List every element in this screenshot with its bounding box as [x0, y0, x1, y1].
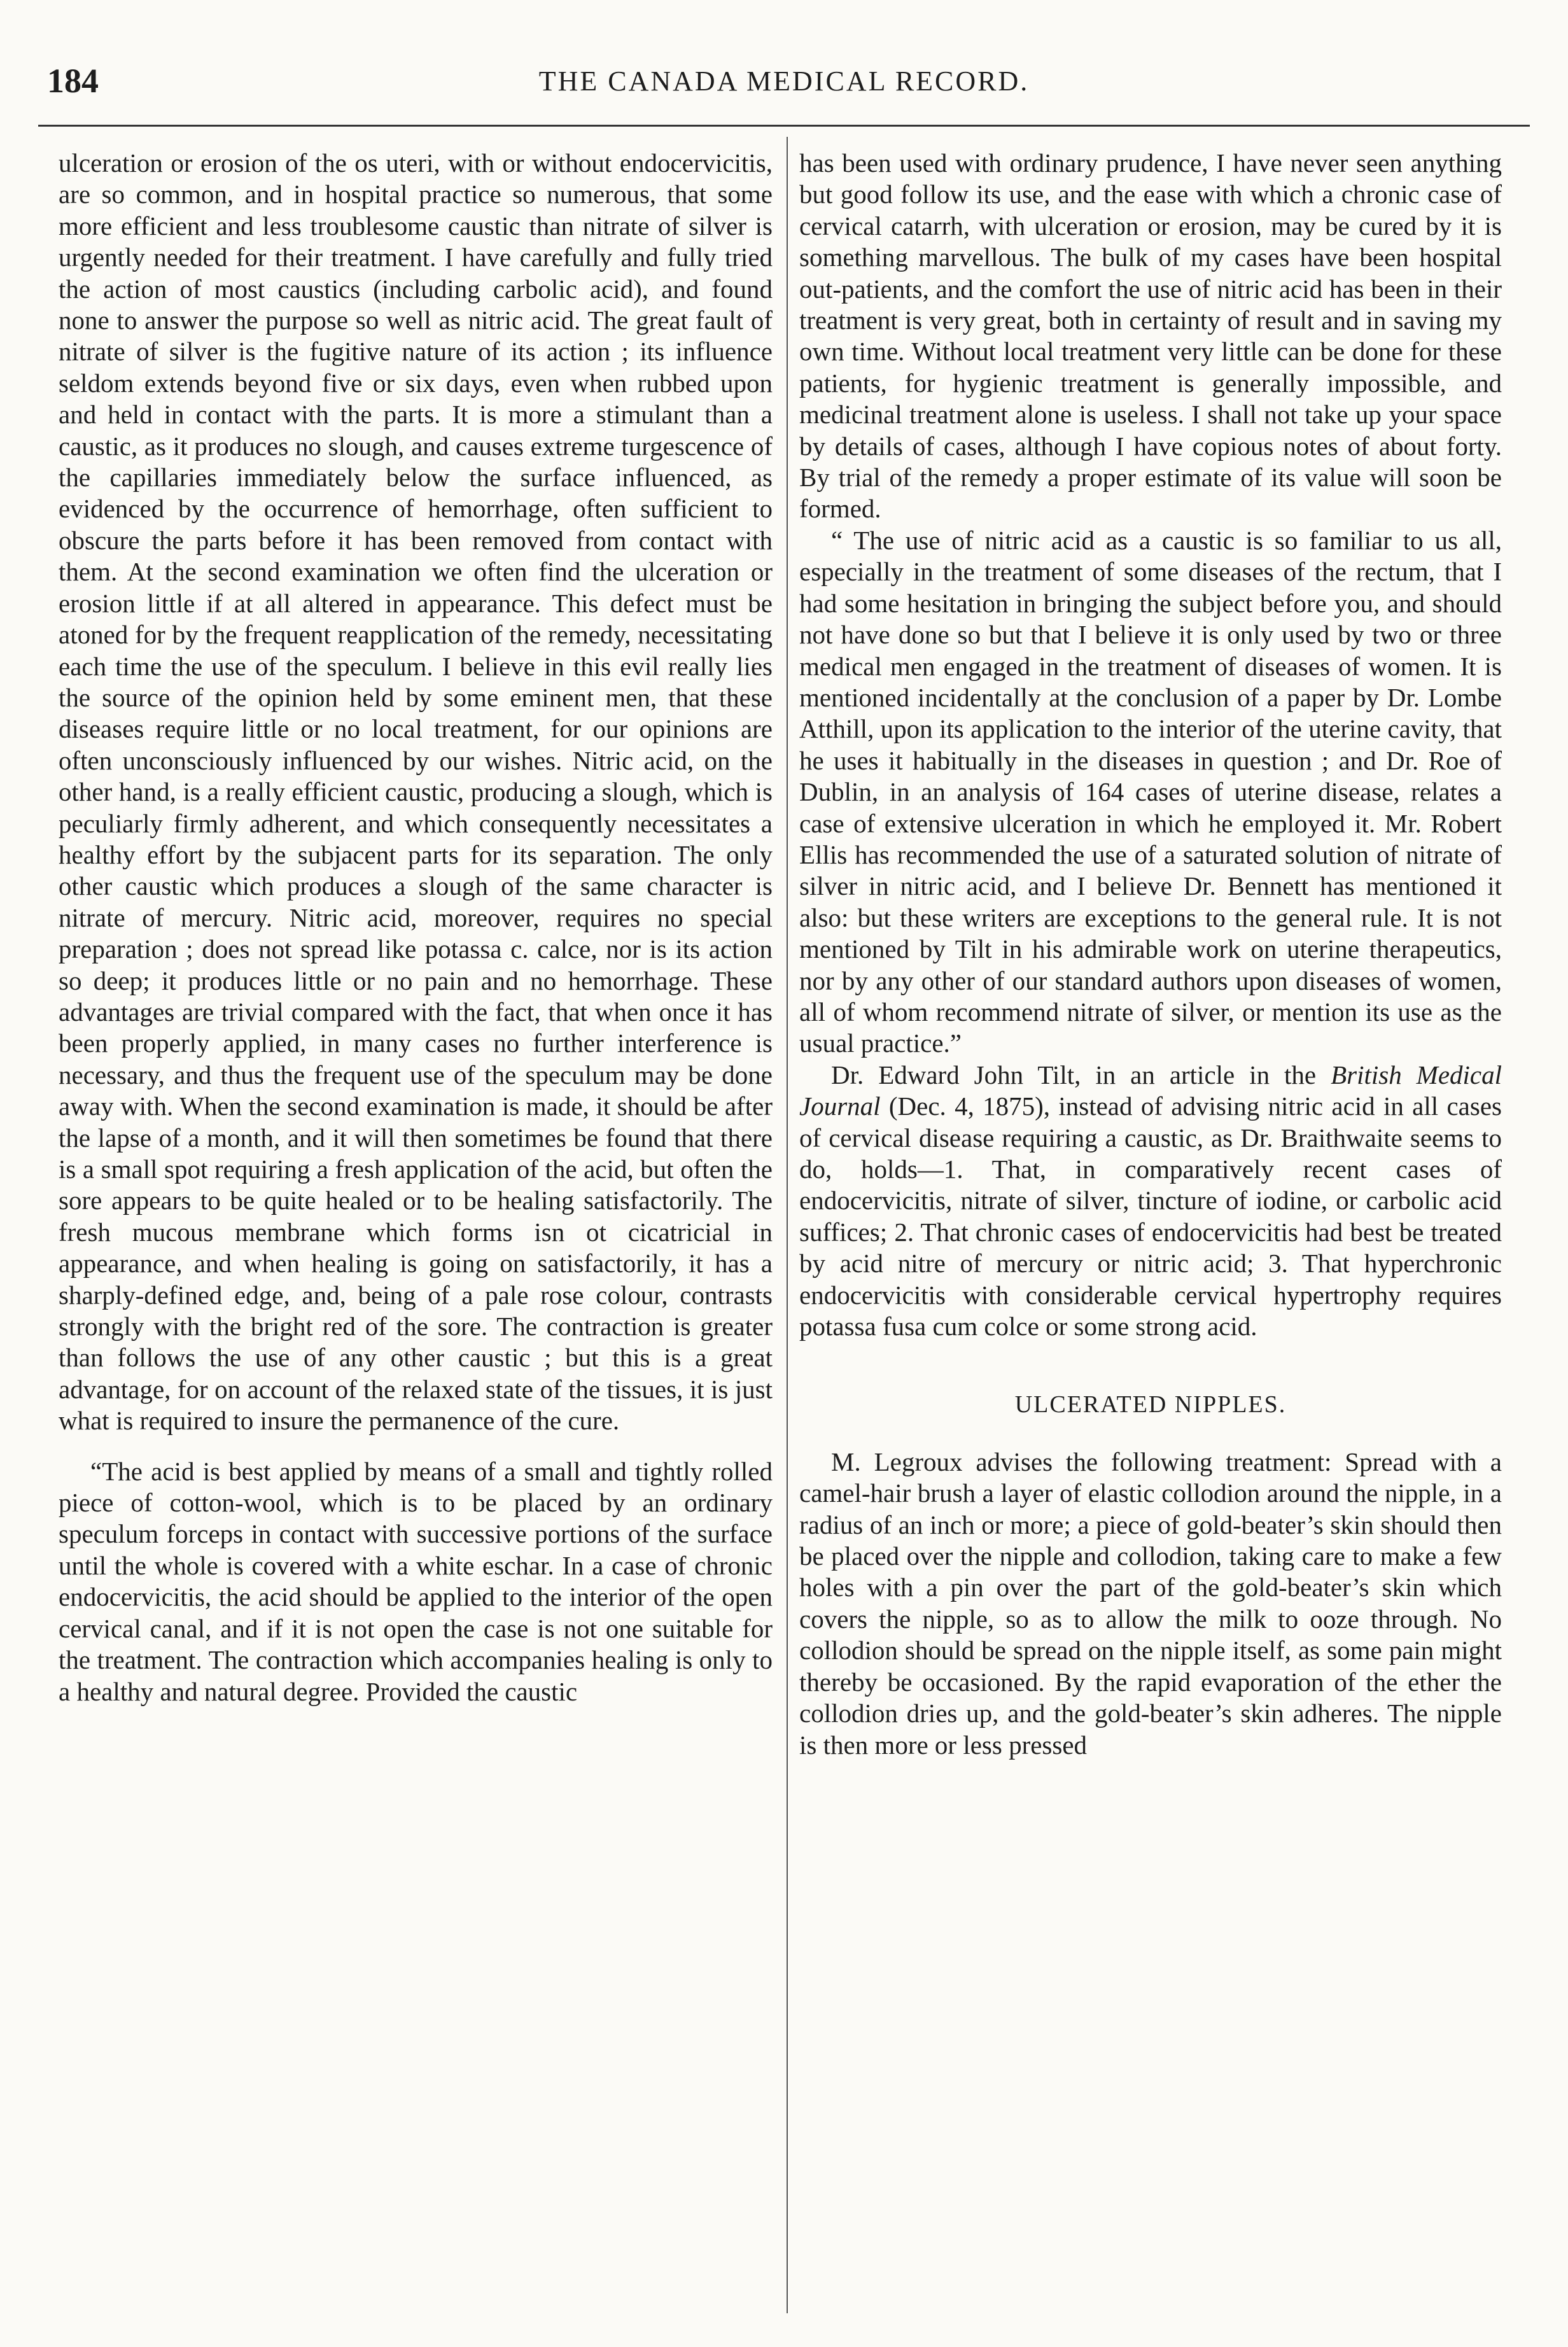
section-heading: ULCERATED NIPPLES. [1014, 1391, 1287, 1419]
tilt-article-intro: Dr. Edward John Tilt, in an article in the [831, 1060, 1331, 1089]
page-header [38, 61, 1530, 112]
right-paragraph-2: “ The use of nitric acid as a caustic is so familiar to us all, especially in the treatment of some diseases of the rectum, that I had some hesitation in bringing the subject before you, and should not have done so but that I believe it is only used by two or three medical men engaged in the treatment of diseases of women. It is mentioned incidentally at the conclusion of a paper by Dr. Lombe Atthill, upon its application to the interior of the uterine cavity, that he uses it habitually in the diseases in question ; and Dr. Roe of Dublin, in an analysis of 164 cases of uterine disease, relates a case of extensive ulceration in which he employed it. Mr. Robert Ellis has recommended the use of a saturated solution of nitrate of silver in nitric acid, and I believe Dr. Bennett has mentioned it also: but these writers are exceptions to the general rule. It is not mentioned by Tilt in his admirable work on uterine therapeutics, nor by any other of our standard authors upon diseases of women, all of whom recommend nitrate of silver, or mention its use as the usual practice.” [799, 525, 1502, 1058]
tilt-article-body: (Dec. 4, 1875), instead of advising nitric acid in all cases of cervical disease requiring a caustic, as Dr. Braithwaite seems to do, holds—1. That, in comparatively recent cases of endocervicitis, nitrate of silver, tincture of iodine, or carbolic acid suffices; 2. That chronic cases of endocervicitis had best be treated by acid nitre of mercury or nitric acid; 3. That hyperchronic endocervicitis with considerable cervical hypertrophy requires potassa fusa cum colce or some strong acid. [799, 1091, 1502, 1342]
left-paragraph-2: “The acid is best applied by means of a small and tightly rolled piece of cotton-wool, which is to be placed by an ordinary speculum forceps in contact with successive portions of the surface until the whole is covered with a white eschar. In a case of chronic endocervicitis, the acid should be applied to the interior of the open cervical canal, and if it is not open the case is not one suitable for the treatment. The contraction which accompanies healing is only to a healthy and natural degree. Provided the caustic [59, 1456, 773, 1706]
left-column [59, 148, 773, 2311]
left-paragraph-1: ulceration or erosion of the os uteri, with or without endocervicitis, are so common, and in hospital practice so numerous, that some more efficient and less troublesome caustic than nitrate of silver is urgently needed for their treatment. I have carefully and fully tried the action of most caustics (including carbolic acid), and found none to answer the purpose so well as nitric acid. The great fault of nitrate of silver is the fugitive nature of its action ; its influence seldom extends beyond five or six days, even when rubbed upon and held in contact with the parts. It is more a stimulant than a caustic, as it produces no slough, and causes extreme turgescence of the capillaries immediately below the surface influenced, as evidenced by the occurrence of hemorrhage, often sufficient to obscure the parts before it has been removed from contact with them. At the second examination we often find the ulceration or erosion little if at all altered in appearance. This defect must be atoned for by the frequent reapplication of the remedy, necessitating each time the use of the speculum. I believe in this evil really lies the source of the opinion held by some eminent men, that these diseases require little or no local treatment, for our opinions are often unconsciously influenced by our wishes. Nitric acid, on the other hand, is a really efficient caustic, producing a slough, which is peculiarly firmly adherent, and which consequently necessitates a healthy effort by the subjacent parts for its separation. The only other caustic which produces a slough of the same character is nitrate of mercury. Nitric acid, moreover, requires no special preparation ; does not spread like potassa c. calce, nor is its action so deep; it produces little or no pain and no hemorrhage. These advantages are trivial compared with the fact, that when once it has been properly applied, in many cases no further interference is necessary, and thus the frequent use of the speculum may be done away with. When the second examination is made, it should be after the lapse of a month, and it will then sometimes be found that there is a small spot requiring a fresh application of the acid, but often the sore appears to be quite healed or to be healing satisfactorily. The fresh mucous membrane which forms isn ot cicatricial in appearance, and when healing is going on satisfactorily, it has a sharply-defined edge, and, being of a pale rose colour, contrasts strongly with the bright red of the sore. The contraction is greater than follows the use of any other caustic ; but this is a great advantage, for on account of the relaxed state of the tissues, it is just what is required to insure the permanence of the cure. [59, 148, 773, 1436]
right-paragraph-3 [799, 1060, 1502, 1343]
right-column [799, 148, 1502, 2311]
page-number: 184 [47, 62, 99, 100]
journal-title: British Medical Journal [799, 1060, 1502, 1121]
column-divider [787, 137, 788, 2313]
right-paragraph-1: has been used with ordinary prudence, I have never seen anything but good follow its use, and the ease with which a chronic case of cervical catarrh, with ulceration or erosion, may be cured by it is something marvellous. The bulk of my cases have been hospital out-patients, and the comfort the use of nitric acid has been in their treatment is very great, both in certainty of result and in saving my own time. Without local treatment very little can be done for these patients, for hygienic treatment is generally impossible, and medicinal treatment alone is useless. I shall not take up your space by details of cases, although I have copious notes of about forty. By trial of the remedy a proper estimate of its value will soon be formed. [799, 148, 1502, 524]
running-title: THE CANADA MEDICAL RECORD. [538, 66, 1030, 97]
header-rule [38, 125, 1530, 127]
right-paragraph-4: M. Legroux advises the following treatment: Spread with a camel-hair brush a layer of elastic collodion around the nipple, in a radius of an inch or more; a piece of gold-beater’s skin should then be placed over the nipple and collodion, taking care to make a few holes with a pin over the part of the gold-beater’s skin which covers the nipple, so as to allow the milk to ooze through. No collodion should be spread on the nipple itself, as some pain might thereby be occasioned. By the rapid evaporation of the ether the collodion dries up, and the gold-beater’s skin adheres. The nipple is then more or less pressed [799, 1447, 1502, 1760]
